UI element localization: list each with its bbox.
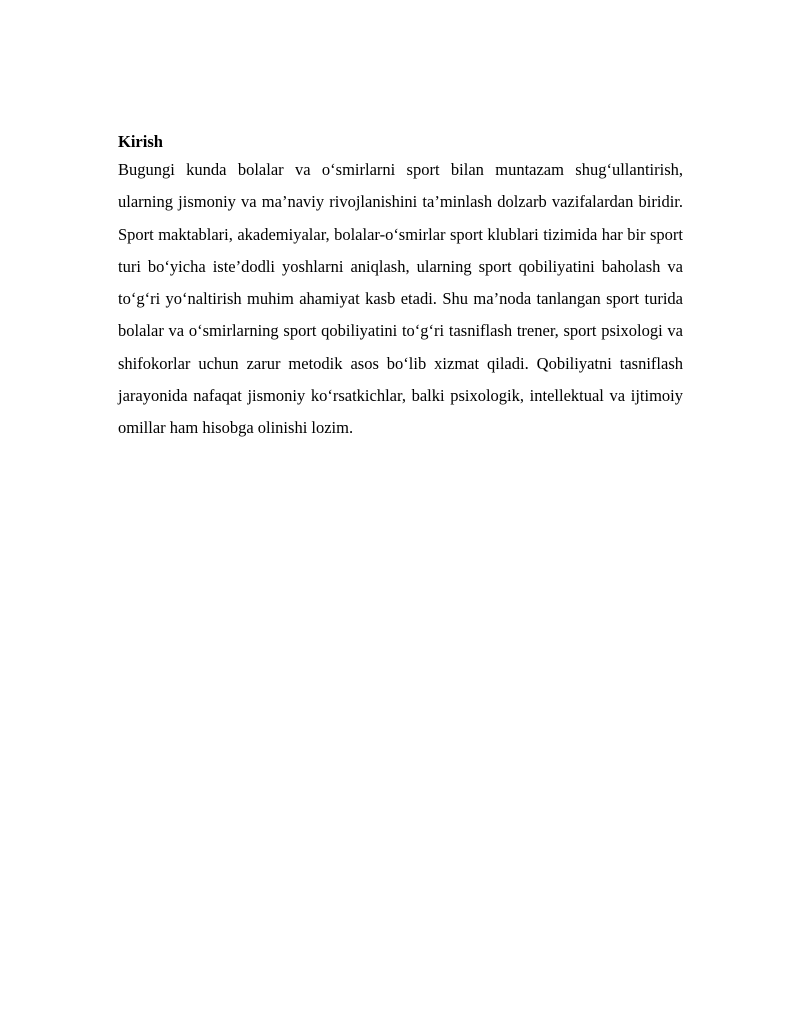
document-content <box>118 130 683 445</box>
section-heading: Kirish <box>118 132 163 151</box>
body-paragraph: Bugungi kunda bolalar va o‘smirlarni sport bilan muntazam shug‘ullantirish, ularning jismoniy va ma’naviy rivojlanishini ta’minlash dolzarb vazifalardan biridir. Sport maktablari, akademiyalar, bolalar-o‘smirlar sport klublari tizimida har bir sport turi bo‘yicha iste’dodli yoshlarni aniqlash, ularning sport qobiliyatini baholash va to‘g‘ri yo‘naltirish muhim ahamiyat kasb etadi. Shu ma’noda tanlangan sport turida bolalar va o‘smirlarning sport qobiliyatini to‘g‘ri tasniflash trener, sport psixologi va shifokorlar uchun zarur metodik asos bo‘lib xizmat qiladi. Qobiliyatni tasniflash jarayonida nafaqat jismoniy ko‘rsatkichlar, balki psixologik, intellektual va ijtimoiy omillar ham hisobga olinishi lozim. <box>118 160 683 438</box>
